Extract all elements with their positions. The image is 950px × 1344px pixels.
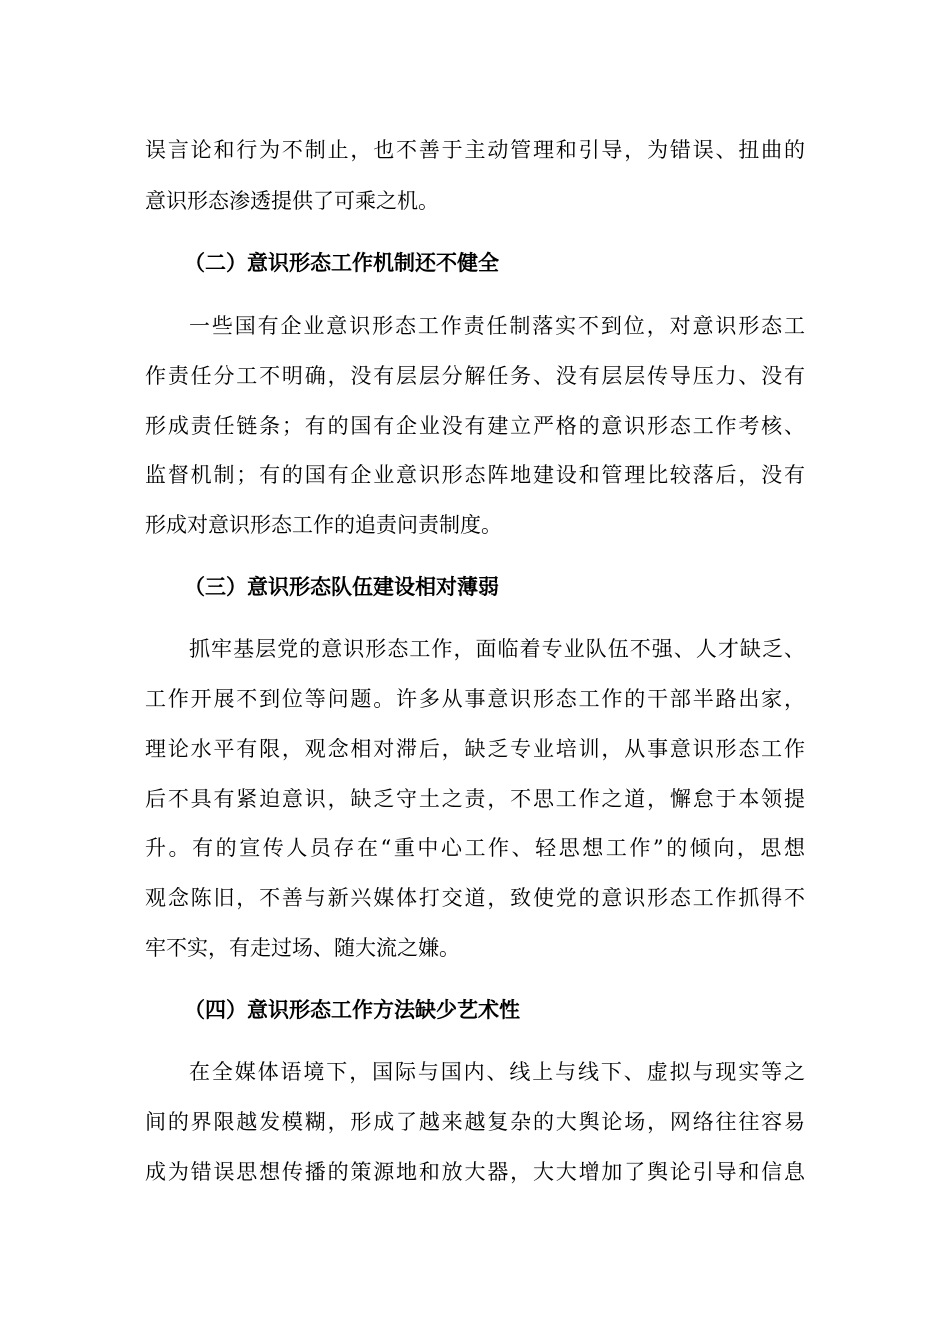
paragraph-line [0,181,950,221]
paragraph-text: 在全媒体语境下，国际与国内、线上与线下、虚拟与现实等之 [189,1060,805,1084]
paragraph-line [0,130,950,170]
paragraph-text: 升。有的宣传人员存在“重中心工作、轻思想工作”的倾向，思想 [145,836,805,860]
paragraph-line [0,729,950,769]
paragraph-line [0,1052,950,1092]
paragraph-line [0,406,950,446]
paragraph-line [0,878,950,918]
paragraph-text: 牢不实，有走过场、随大流之嫌。 [145,936,460,960]
section-heading-text: （四）意识形态工作方法缺少艺术性 [184,997,520,1022]
paragraph-text: 抓牢基层党的意识形态工作，面临着专业队伍不强、人才缺乏、 [189,637,805,661]
paragraph-text: 意识形态渗透提供了可乘之机。 [145,189,439,213]
paragraph-line [0,928,950,968]
paragraph-text: 观念陈旧，不善与新兴媒体打交道，致使党的意识形态工作抓得不 [145,886,805,910]
paragraph-text: 工作开展不到位等问题。许多从事意识形态工作的干部半路出家， [145,687,805,711]
paragraph-line [0,629,950,669]
section-heading-3 [0,567,950,607]
section-heading-text: （三）意识形态队伍建设相对薄弱 [184,574,499,599]
paragraph-line [0,455,950,495]
paragraph-text: 作责任分工不明确，没有层层分解任务、没有层层传导压力、没有 [145,364,805,388]
section-heading-text: （二）意识形态工作机制还不健全 [184,250,499,275]
section-heading-2 [0,243,950,283]
paragraph-text: 间的界限越发模糊，形成了越来越复杂的大舆论场，网络往往容易 [145,1110,805,1134]
paragraph-line [0,828,950,868]
paragraph-text: 形成责任链条；有的国有企业没有建立严格的意识形态工作考核、 [145,414,805,438]
paragraph-text: 成为错误思想传播的策源地和放大器，大大增加了舆论引导和信息 [145,1160,805,1184]
paragraph-line [0,679,950,719]
paragraph-text: 监督机制；有的国有企业意识形态阵地建设和管理比较落后，没有 [145,463,805,487]
section-heading-4 [0,990,950,1030]
paragraph-line [0,505,950,545]
paragraph-text: 误言论和行为不制止，也不善于主动管理和引导，为错误、扭曲的 [145,138,805,162]
paragraph-text: 后不具有紧迫意识，缺乏守土之责，不思工作之道，懈怠于本领提 [145,787,805,811]
paragraph-text: 形成对意识形态工作的追责问责制度。 [145,513,502,537]
paragraph-line [0,779,950,819]
paragraph-text: 理论水平有限，观念相对滞后，缺乏专业培训，从事意识形态工作 [145,737,805,761]
paragraph-line [0,356,950,396]
paragraph-line [0,1152,950,1192]
paragraph-line [0,306,950,346]
paragraph-line [0,1102,950,1142]
paragraph-text: 一些国有企业意识形态工作责任制落实不到位，对意识形态工 [189,314,805,338]
